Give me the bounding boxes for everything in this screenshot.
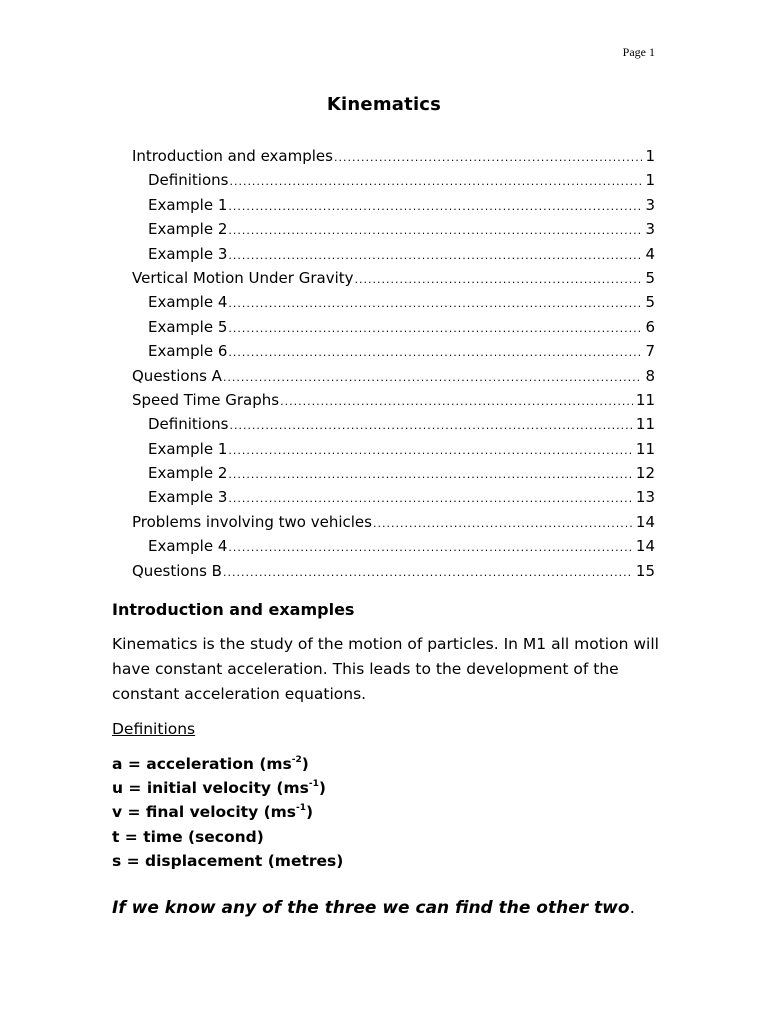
toc-entry-page: 11 xyxy=(635,390,655,409)
definitions-list xyxy=(112,752,343,873)
definition-item xyxy=(112,825,343,849)
toc-entry[interactable] xyxy=(132,144,655,168)
toc-dot-leader xyxy=(228,195,642,219)
toc-entry-page: 3 xyxy=(645,195,655,214)
closing-period: . xyxy=(629,898,635,918)
section-heading: Introduction and examples xyxy=(112,600,355,619)
toc-entry-label: Example 2 xyxy=(148,220,228,239)
definition-text: s = displacement (metres) xyxy=(112,851,344,870)
toc-entry-page: 6 xyxy=(645,317,655,336)
toc-entry-label: Speed Time Graphs xyxy=(132,390,280,409)
toc-dot-leader xyxy=(228,341,642,365)
toc-entry-label: Example 2 xyxy=(148,464,228,483)
toc-entry-label: Example 1 xyxy=(148,439,228,458)
definition-item xyxy=(112,752,343,776)
toc-entry-label: Example 3 xyxy=(148,488,228,507)
toc-entry-page: 3 xyxy=(645,220,655,239)
toc-dot-leader xyxy=(228,219,642,243)
toc-dot-leader xyxy=(280,390,633,414)
toc-dot-leader xyxy=(373,512,633,536)
toc-entry-label: Example 5 xyxy=(148,317,228,336)
toc-entry[interactable] xyxy=(132,364,655,388)
toc-entry[interactable] xyxy=(132,315,655,339)
toc-dot-leader xyxy=(228,536,633,560)
toc-dot-leader xyxy=(228,292,642,316)
table-of-contents xyxy=(132,144,655,583)
definition-item xyxy=(112,800,343,824)
definition-unit-exponent: -1 xyxy=(296,803,307,814)
toc-entry-page: 7 xyxy=(645,342,655,361)
toc-entry[interactable] xyxy=(132,461,655,485)
toc-entry[interactable] xyxy=(132,339,655,363)
toc-entry[interactable] xyxy=(132,266,655,290)
toc-entry-label: Example 4 xyxy=(148,537,228,556)
document-title: Kinematics xyxy=(326,94,442,115)
toc-dot-leader xyxy=(223,366,643,390)
toc-entry-page: 5 xyxy=(645,268,655,287)
toc-entry-page: 11 xyxy=(635,415,655,434)
toc-entry-label: Definitions xyxy=(148,171,229,190)
toc-dot-leader xyxy=(228,463,633,487)
toc-entry-page: 1 xyxy=(645,147,655,165)
toc-entry-page: 12 xyxy=(635,464,655,483)
toc-entry[interactable] xyxy=(132,412,655,436)
toc-dot-leader xyxy=(334,146,642,170)
definition-unit-exponent: -1 xyxy=(308,779,319,790)
toc-entry-page: 15 xyxy=(635,561,655,580)
closing-statement xyxy=(112,898,635,918)
toc-entry-page: 1 xyxy=(645,171,655,190)
toc-entry-label: Questions B xyxy=(132,561,222,580)
definition-unit-exponent: -2 xyxy=(291,754,302,765)
toc-entry[interactable] xyxy=(132,510,655,534)
toc-entry[interactable] xyxy=(132,242,655,266)
toc-entry-label: Vertical Motion Under Gravity xyxy=(132,268,354,287)
definition-text: t = time (second) xyxy=(112,827,264,846)
intro-paragraph: Kinematics is the study of the motion of particles. In M1 all motion will have constant acceleration. This leads to the development of the constant acceleration equations. xyxy=(112,635,659,703)
toc-dot-leader xyxy=(355,268,643,292)
toc-entry-page: 14 xyxy=(635,512,655,531)
toc-entry[interactable] xyxy=(132,559,655,583)
toc-dot-leader xyxy=(228,244,642,268)
toc-entry-page: 4 xyxy=(645,244,655,263)
toc-entry[interactable] xyxy=(132,168,655,192)
toc-entry[interactable] xyxy=(132,485,655,509)
toc-entry-page: 5 xyxy=(645,293,655,312)
toc-dot-leader xyxy=(228,317,642,341)
toc-entry-page: 13 xyxy=(635,488,655,507)
definition-item xyxy=(112,849,343,873)
toc-entry[interactable] xyxy=(132,193,655,217)
toc-entry-label: Introduction and examples xyxy=(132,147,333,165)
toc-entry-page: 14 xyxy=(635,537,655,556)
definition-text: v = final velocity (ms xyxy=(112,803,297,822)
closing-text: If we know any of the three we can find the other two xyxy=(112,898,630,918)
toc-dot-leader xyxy=(228,439,633,463)
toc-entry-label: Problems involving two vehicles xyxy=(132,512,372,531)
toc-entry[interactable] xyxy=(132,388,655,412)
toc-entry-page: 11 xyxy=(635,439,655,458)
toc-entry-page: 8 xyxy=(645,366,655,385)
definition-close-paren: ) xyxy=(318,779,326,798)
toc-dot-leader xyxy=(229,170,642,194)
definition-close-paren: ) xyxy=(301,755,309,773)
toc-entry-label: Definitions xyxy=(148,415,229,434)
toc-entry-label: Example 4 xyxy=(148,293,228,312)
toc-entry-label: Example 3 xyxy=(148,244,228,263)
toc-entry[interactable] xyxy=(132,437,655,461)
toc-entry-label: Example 6 xyxy=(148,342,228,361)
toc-dot-leader xyxy=(229,414,632,438)
definition-text: a = acceleration (ms xyxy=(112,755,292,773)
toc-entry-label: Example 1 xyxy=(148,195,228,214)
toc-dot-leader xyxy=(228,487,633,511)
definition-text: u = initial velocity (ms xyxy=(112,779,309,798)
toc-dot-leader xyxy=(223,561,633,585)
definition-item xyxy=(112,776,343,800)
toc-entry-label: Questions A xyxy=(132,366,222,385)
definitions-subheading: Definitions xyxy=(112,720,196,738)
toc-entry[interactable] xyxy=(132,217,655,241)
toc-entry[interactable] xyxy=(132,290,655,314)
definition-close-paren: ) xyxy=(306,803,314,822)
toc-entry[interactable] xyxy=(132,534,655,558)
page-number: Page 1 xyxy=(622,45,655,59)
